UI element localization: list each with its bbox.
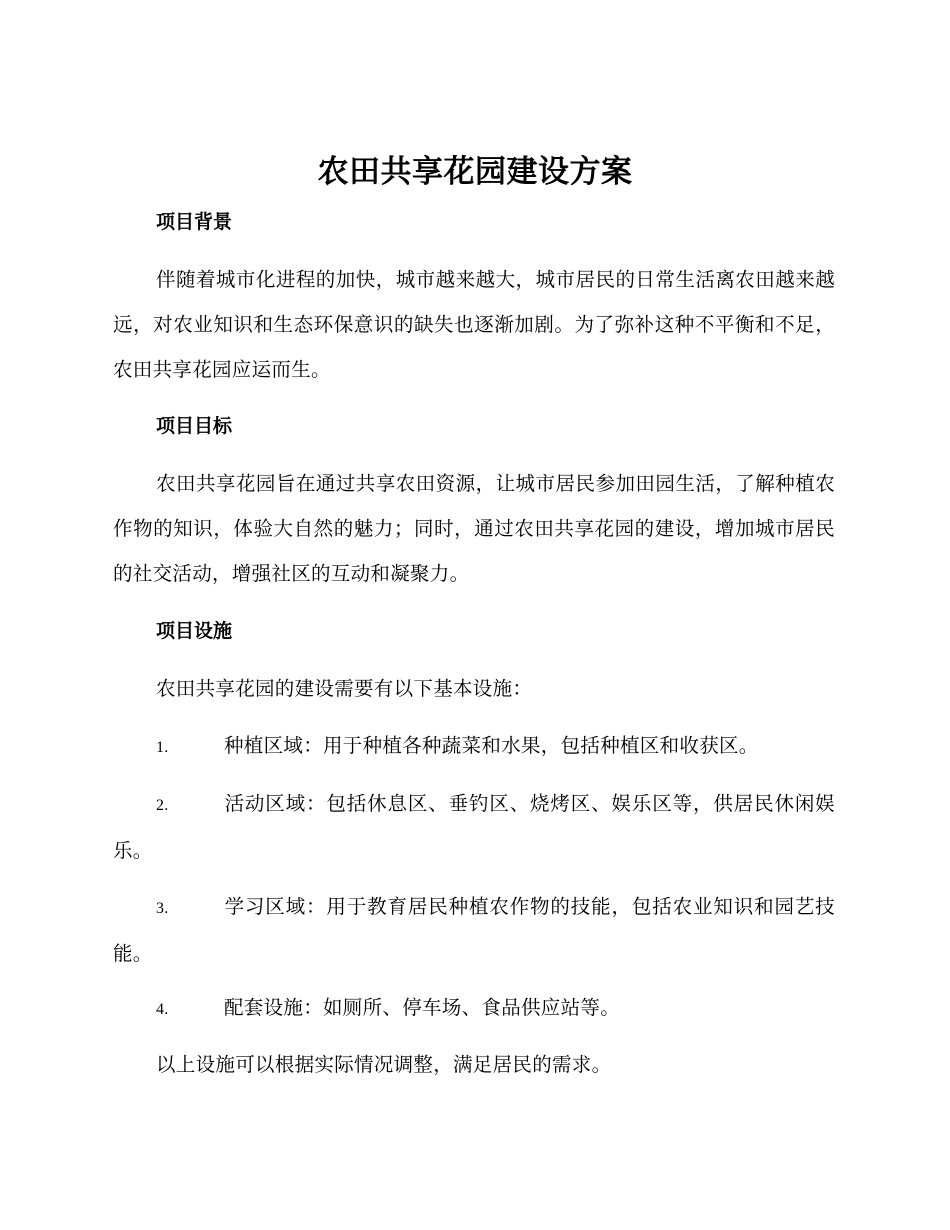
list-item-text: 活动区域：包括休息区、垂钓区、烧烤区、娱乐区等，供居民休闲娱乐。 — [113, 792, 835, 862]
document-title: 农田共享花园建设方案 — [317, 154, 633, 190]
paragraph-facilities-intro: 农田共享花园的建设需要有以下基本设施： — [156, 677, 533, 700]
list-item-text: 学习区域：用于教育居民种植农作物的技能，包括农业知识和园艺技能。 — [113, 895, 835, 965]
list-item-text: 配套设施：如厕所、停车场、食品供应站等。 — [224, 996, 621, 1019]
list-item-number: 3. — [156, 900, 169, 917]
paragraph-background: 伴随着城市化进程的加快，城市越来越大，城市居民的日常生活离农田越来越远，对农业知识和生态环保意识的缺失也逐渐加剧。为了弥补这种不平衡和不足，农田共享花园应运而生。 — [113, 268, 835, 381]
list-item-text: 种植区域：用于种植各种蔬菜和水果，包括种植区和收获区。 — [224, 734, 759, 757]
section-heading-background: 项目背景 — [156, 211, 233, 233]
paragraph-facilities-closing: 以上设施可以根据实际情况调整，满足居民的需求。 — [156, 1053, 612, 1076]
list-item — [113, 985, 835, 1032]
list-item — [113, 723, 835, 770]
list-item — [113, 884, 835, 976]
section-heading-facilities: 项目设施 — [156, 620, 233, 642]
list-item-number: 4. — [156, 1001, 169, 1018]
paragraph-goals: 农田共享花园旨在通过共享农田资源，让城市居民参加田园生活，了解种植农作物的知识，体验大自然的魅力；同时，通过农田共享花园的建设，增加城市居民的社交活动，增强社区的互动和凝聚力。 — [113, 472, 835, 585]
list-item-number: 2. — [156, 797, 169, 814]
list-item — [113, 781, 835, 873]
list-item-number: 1. — [156, 739, 169, 756]
section-heading-goals: 项目目标 — [156, 415, 233, 437]
